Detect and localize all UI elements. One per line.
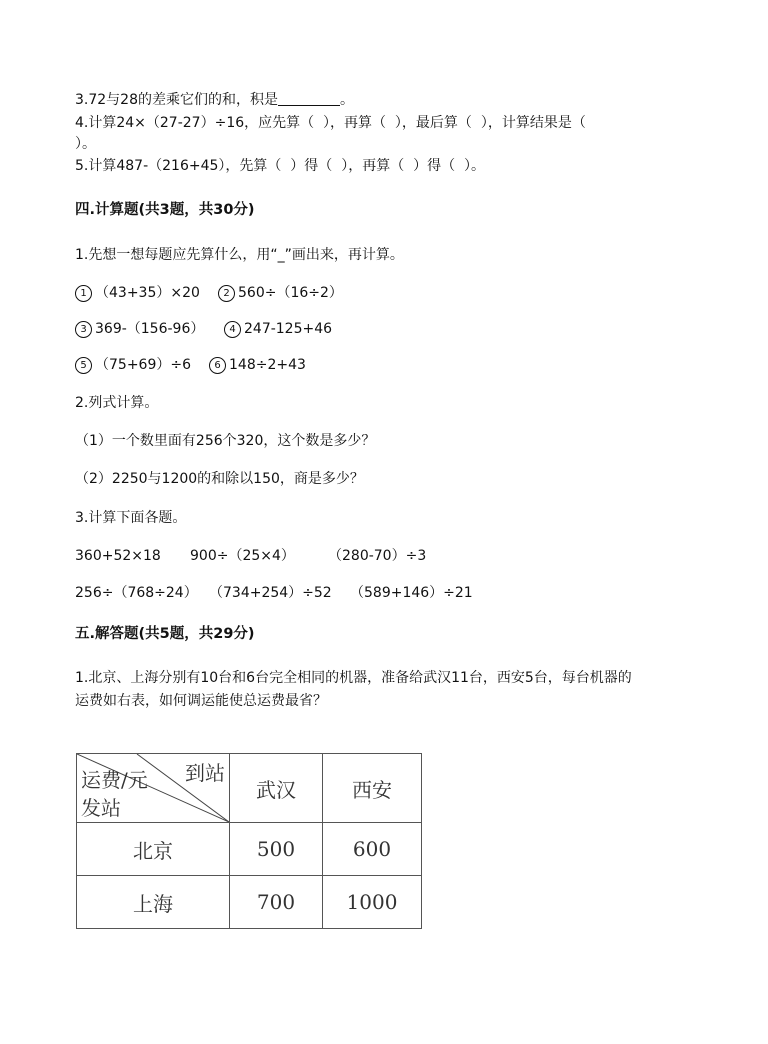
- circled-number: 5: [75, 357, 92, 374]
- section-5-q1-line2: 运费如右表，如何调运能使总运费最省？: [75, 693, 327, 709]
- header-origin: 发站: [81, 796, 121, 820]
- question-5-fill: 5.计算487-（216+45），先算（ ）得（ ），再算（ ）得（ ）。: [75, 158, 485, 174]
- question-4-fill: 4.计算24×（27-27）÷16，应先算（ ），再算（ ），最后算（ ），计算结果是（: [75, 115, 586, 131]
- calc-item-3: 3 369-（156-96）: [75, 319, 204, 339]
- row-station: 上海: [77, 876, 230, 929]
- circled-number: 6: [209, 357, 226, 374]
- section-4-q2-item-1: （1）一个数里面有256个320，这个数是多少？: [75, 433, 376, 449]
- section-4-heading: 四.计算题(共3题，共30分): [75, 202, 255, 218]
- section-4-q2-item-2: （2）2250与1200的和除以150，商是多少？: [75, 471, 364, 487]
- calc-item-2: 2 560÷（16÷2）: [218, 283, 343, 303]
- table-cell: 700: [230, 876, 323, 929]
- section-5-heading: 五.解答题(共5题，共29分): [75, 626, 255, 642]
- column-header-wuhan: 武汉: [230, 754, 323, 823]
- calc-expression: （589+146）÷21: [350, 585, 473, 601]
- calc-expression: （734+254）÷52: [209, 585, 332, 601]
- row-station: 北京: [77, 823, 230, 876]
- column-header-xian: 西安: [323, 754, 422, 823]
- question-4-fill-cont: ）。: [75, 136, 96, 152]
- question-3-fill: 3.72与28的差乘它们的和，积是 。: [75, 92, 354, 108]
- calc-expression: 900÷（25×4）: [190, 548, 295, 564]
- calc-item-1: 1 （43+35）×20: [75, 283, 200, 303]
- circled-number: 2: [218, 285, 235, 302]
- calc-item-6: 6 148÷2+43: [209, 355, 306, 375]
- answer-blank: [278, 91, 340, 106]
- table-header-row: [77, 754, 422, 823]
- table-row: [77, 823, 422, 876]
- freight-table: [76, 753, 422, 929]
- calc-expression: 256÷（768÷24）: [75, 585, 198, 601]
- circled-number: 4: [224, 321, 241, 338]
- calc-item-5: 5 （75+69）÷6: [75, 355, 191, 375]
- table-cell: 500: [230, 823, 323, 876]
- table-cell: 600: [323, 823, 422, 876]
- calc-expression: （280-70）÷3: [328, 548, 427, 564]
- circled-number: 1: [75, 285, 92, 302]
- diagonal-header-cell: [77, 754, 230, 823]
- section-4-q3-prompt: 3.计算下面各题。: [75, 510, 187, 526]
- header-destination: 到站: [185, 761, 225, 785]
- header-cost: 运费/元: [81, 768, 148, 792]
- calc-item-4: 4 247-125+46: [224, 319, 332, 339]
- circled-number: 3: [75, 321, 92, 338]
- calc-expression: 360+52×18: [75, 548, 161, 564]
- table-row: [77, 876, 422, 929]
- table-cell: 1000: [323, 876, 422, 929]
- section-5-q1-line1: 1.北京、上海分别有10台和6台完全相同的机器，准备给武汉11台，西安5台，每台机器的: [75, 670, 632, 686]
- section-4-q2-prompt: 2.列式计算。: [75, 395, 159, 411]
- section-4-q1-prompt: 1.先想一想每题应先算什么，用“_”画出来，再计算。: [75, 247, 404, 263]
